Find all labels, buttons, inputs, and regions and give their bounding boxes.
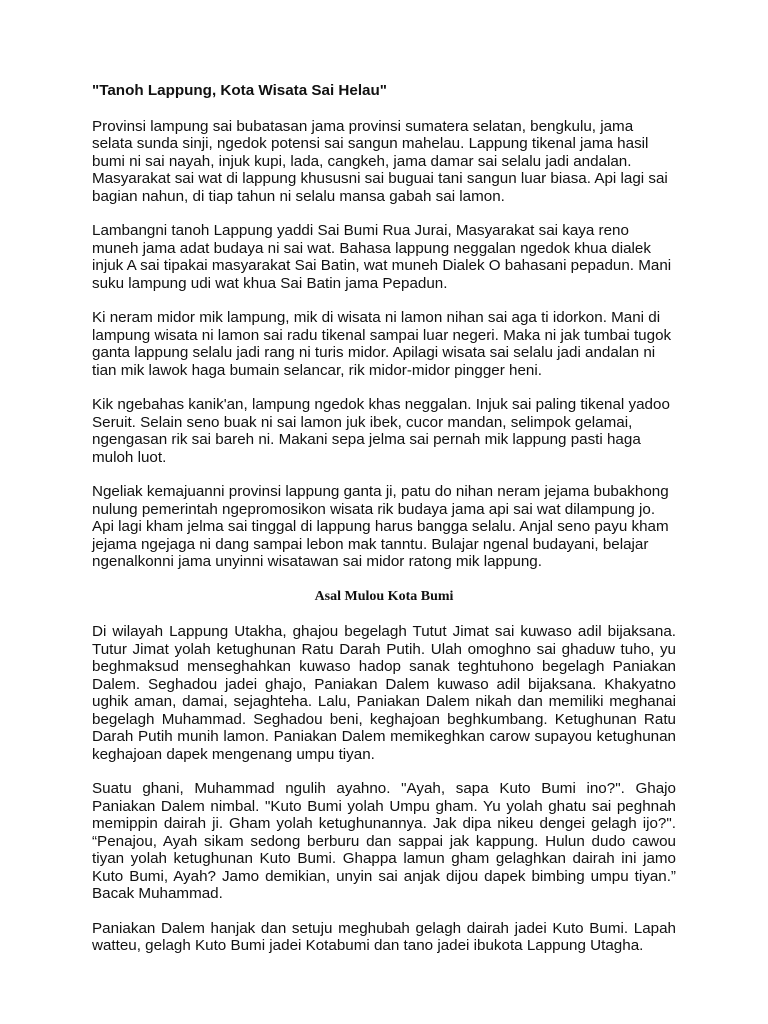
story-paragraph-3: Paniakan Dalem hanjak dan setuju meghubah gelagh dairah jadei Kuto Bumi. Lapah watteu, gelagh Kuto Bumi jadei Kotabumi dan tano jadei ibukota Lappung Utagha. [92, 919, 676, 954]
story-paragraph-1: Di wilayah Lappung Utakha, ghajou begelagh Tutut Jimat sai kuwaso adil bijaksana. Tutur Jimat yolah ketughunan Ratu Darah Putih. Ulah omoghno sai ghaduw tuho, yu beghmaksud menseghahkan kuwaso hadop sanak teghtuhono begelagh Paniakan Dalem. Seghadou jadei ghajo, Paniakan Dalem kuwaso adil bijaksana. Khakyatno ughik aman, damai, sejaghteha. Lalu, Paniakan Dalem nikah dan memiliki meghanai begelagh Muhammad. Seghadou beni, keghajoan beghkumbang. Ketughunan Ratu Darah Putih munih lamon. Paniakan Dalem memikeghkan carow supayou ketughunan keghajoan dapek mengenang umpu tiyan. [92, 623, 676, 763]
story-paragraph-2: Suatu ghani, Muhammad ngulih ayahno. "Ayah, sapa Kuto Bumi ino?". Ghajo Paniakan Dalem nimbal. "Kuto Bumi yolah Umpu gham. Yu yolah ghatu sai peghnah memippin dairah ji. Gham yolah ketughunannya. Jak dipa nikeu dengei gelagh ijo?". “Penajou, Ayah sikam sedong berburu dan sappai jak kappung. Hulun dudo cawou tiyan yolah ketughunan Kuto Bumi. Ghappa lamun gham gelaghkan dairah ini jamo Kuto Bumi, Ayah? Jamo demikian, unyin sai anjak dijou dapek bimbing umpu tiyan.” Bacak Muhammad. [92, 780, 676, 902]
intro-paragraph-4: Kik ngebahas kanik'an, lampung ngedok khas neggalan. Injuk sai paling tikenal yadoo Seruit. Selain seno buak ni sai lamon juk ibek, cucor mandan, selimpok gelamai, ngengasan rik sai bareh ni. Makani sepa jelma sai pernah mik lappung pasti haga muloh luot. [92, 396, 670, 466]
intro-paragraph-3: Ki neram midor mik lampung, mik di wisata ni lamon nihan sai aga ti idorkon. Mani di lampung wisata ni lamon sai radu tikenal sampai luar negeri. Maka ni jak tumbai tugok ganta lappung selalu jadi rang ni turis midor. Apilagi wisata sai selalu jadi andalan ni tian mik lawok haga bumain selancar, rik midor-midor pingger heni. [92, 309, 672, 379]
intro-paragraph-5: Ngeliak kemajuanni provinsi lappung ganta ji, patu do nihan neram jejama bubakhong nulung pemerintah ngepromosikon wisata rik budaya jama api sai wat dilampung jo. Api lagi kham jelma sai tinggal di lappung harus bangga selalu. Anjal seno payu kham jejama ngejaga ni dang sampai lebon mak tanntu. Bulajar ngenal budayani, belajar ngenalkonni jama unyinni wisatawan sai midor ratong mik lappung. [92, 483, 669, 570]
section-subtitle: Asal Mulou Kota Bumi [314, 588, 454, 604]
document-title: "Tanoh Lappung, Kota Wisata Sai Helau" [92, 82, 387, 99]
intro-paragraph-1: Provinsi lampung sai bubatasan jama provinsi sumatera selatan, bengkulu, jama selata sunda sinji, ngedok potensi sai sangun mahelau. Lappung tikenal jama hasil bumi ni sai nayah, injuk kupi, lada, cangkeh, jama damar sai selalu jadi andalan. Masyarakat sai wat di lappung khususni sai buguai tani sangun luar biasa. Api lagi sai bagian nahun, di tiap tahun ni selalu mansa gabah sai lamon. [92, 117, 668, 205]
intro-paragraph-2: Lambangni tanoh Lappung yaddi Sai Bumi Rua Jurai, Masyarakat sai kaya reno muneh jama adat budaya ni sai wat. Bahasa lappung neggalan ngedok khua dialek injuk A sai tipakai masyarakat Sai Batin, wat muneh Dialek O bahasani pepadun. Mani suku lampung udi wat khua Sai Batin jama Pepadun. [92, 222, 672, 292]
